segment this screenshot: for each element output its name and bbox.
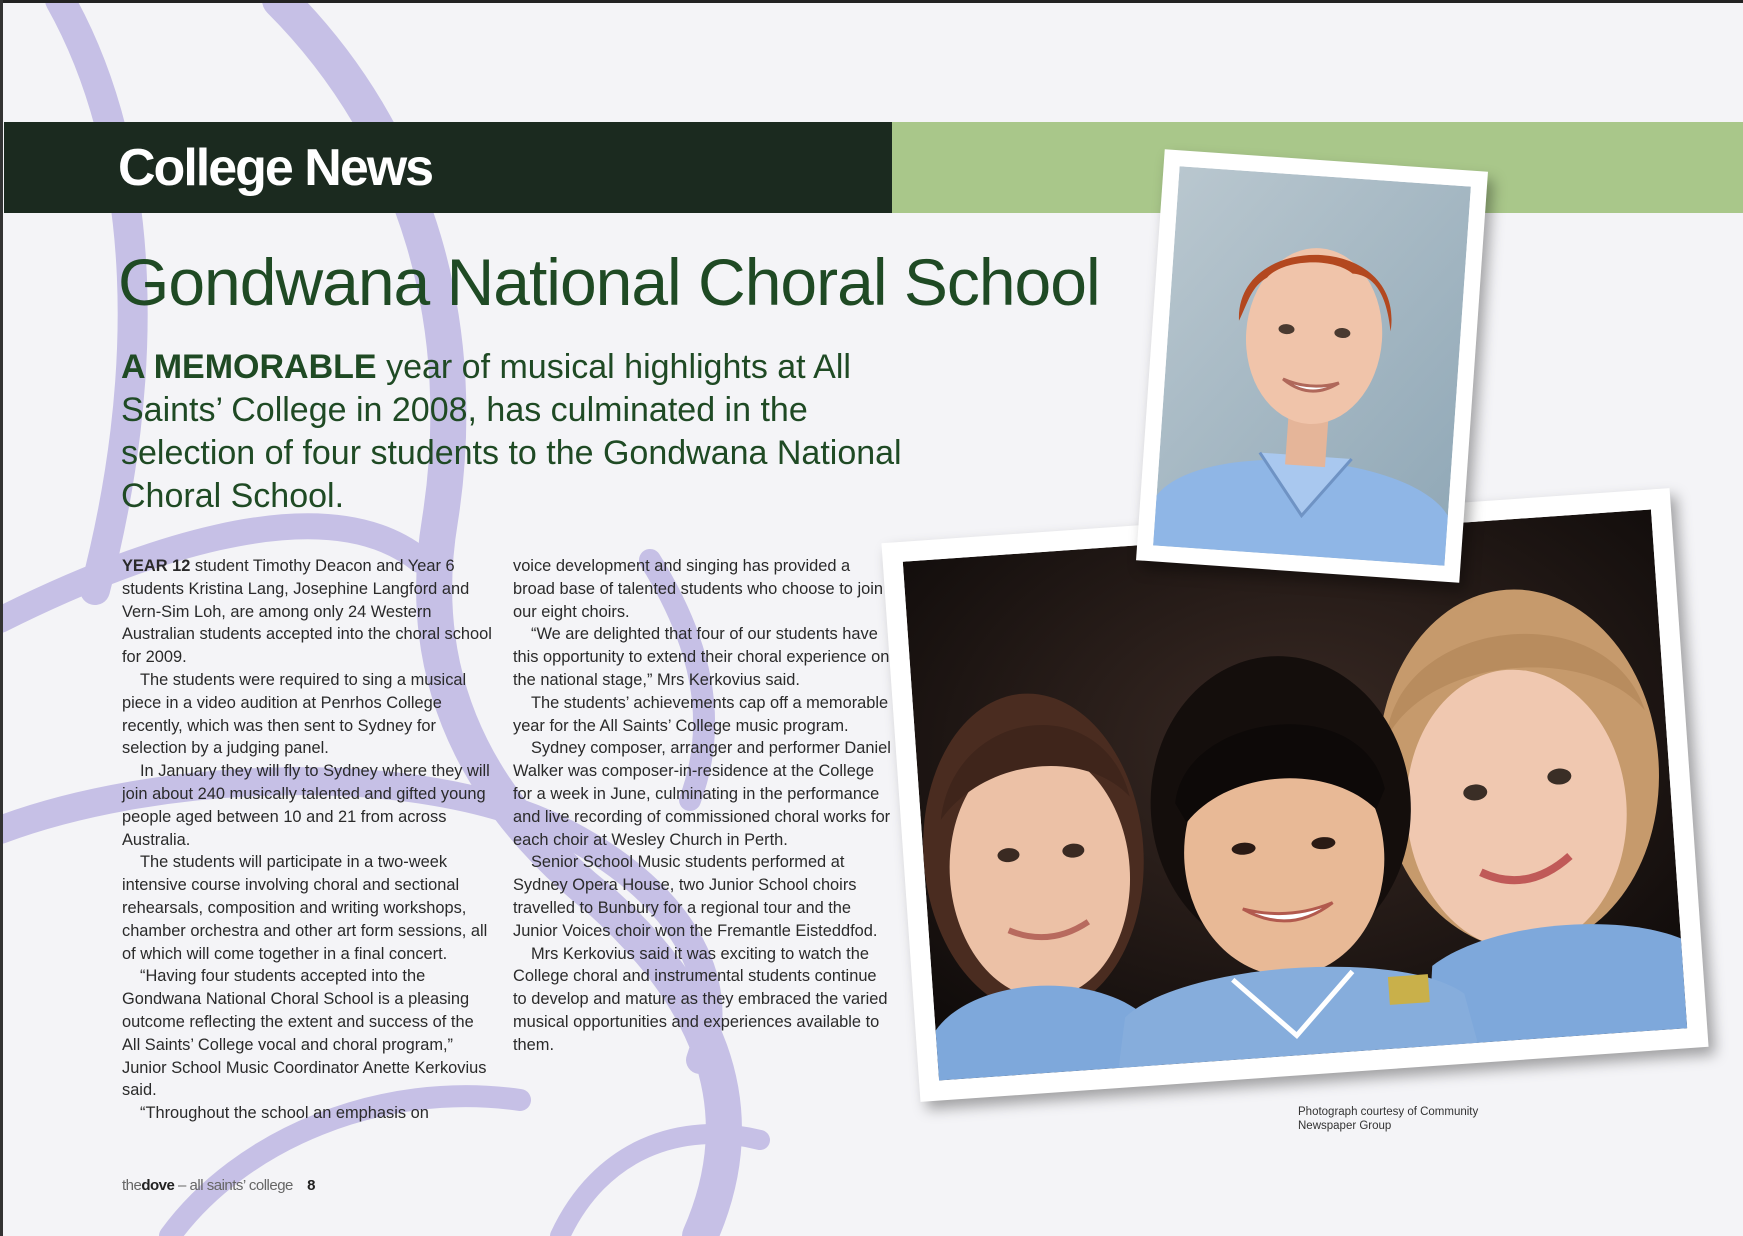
body-text: student Timothy Deacon and Year 6 students Kristina Lang, Josephine Langford and Vern-Sim Loh, are among only 24 Western Australian students accepted into the choral school for 2009.	[122, 557, 492, 667]
publication-prefix: the	[122, 1177, 142, 1194]
body-paragraph: “Having four students accepted into the Gondwana National Choral School is a pleasing outcome reflecting the extent and success of the All Saints’ College vocal and choral program,” Junior School Music Coordinator Anette Kerkovius said.	[122, 967, 487, 1100]
body-paragraph: “We are delighted that four of our students have this opportunity to extend their choral experience on the national stage,” Mrs Kerkovius said.	[513, 625, 890, 689]
standfirst-lead: A MEMORABLE	[121, 348, 377, 386]
body-paragraph: The students’ achievements cap off a memorable year for the All Saints’ College music program.	[513, 693, 889, 735]
body-paragraph: voice development and singing has provided a broad base of talented students who choose to join our eight choirs.	[513, 557, 883, 621]
page-edge-left	[0, 0, 3, 1236]
body-paragraph: Mrs Kerkovius said it was exciting to watch the College choral and instrumental students continue to develop and mature as they embraced the varied musical opportunities and experiences available to them.	[513, 944, 888, 1054]
body-paragraph: The students were required to sing a musical piece in a video audition at Penrhos College recently, which was then sent to Sydney for selection by a judging panel.	[122, 670, 467, 758]
article-column-1	[122, 555, 494, 1125]
photo-student-portrait	[1136, 149, 1488, 583]
article-column-2	[513, 555, 891, 1057]
article-headline: Gondwana National Choral School	[118, 245, 1100, 319]
body-paragraph: Senior School Music students performed at Sydney Opera House, two Junior School choirs travelled to Bunbury for a regional tour and the Junior Voices choir won the Fremantle Eisteddfod.	[513, 853, 878, 940]
body-paragraph: In January they will fly to Sydney where they will join about 240 musically talented and gifted young people aged between 10 and 21 from across Australia.	[122, 762, 490, 849]
body-paragraph: The students will participate in a two-week intensive course involving choral and sectional rehearsals, composition and writing workshops, chamber orchestra and other art form sessions, all of which will come together in a final concert.	[122, 853, 488, 963]
page-footer	[122, 1177, 315, 1194]
photo-students-group	[881, 488, 1708, 1102]
photo-girls-illustration	[903, 509, 1687, 1080]
photo-boy-illustration	[1153, 166, 1471, 565]
section-title: College News	[118, 139, 433, 197]
page-edge-top	[0, 0, 1743, 3]
body-paragraph	[122, 555, 494, 669]
standfirst-text: year of musical highlights at All Saints’ College in 2008, has culminated in the selection of four students to the Gondwana National Choral School.	[121, 348, 902, 515]
article-standfirst	[121, 346, 911, 518]
photo-credit: Photograph courtesy of Community Newspaper Group	[1298, 1106, 1479, 1132]
publication-title: dove	[141, 1177, 175, 1194]
body-paragraph: “Throughout the school an emphasis on	[140, 1104, 429, 1123]
body-paragraph: Sydney composer, arranger and performer Daniel Walker was composer-in-residence at the College for a week in June, culminating in the performance and live recording of commissioned choral works for each choir at Wesley Church in Perth.	[513, 739, 891, 849]
publication-suffix: – all saints’ college	[174, 1177, 293, 1194]
page-number: 8	[307, 1177, 316, 1194]
body-lead: YEAR 12	[122, 557, 191, 575]
publication-name	[122, 1177, 293, 1194]
